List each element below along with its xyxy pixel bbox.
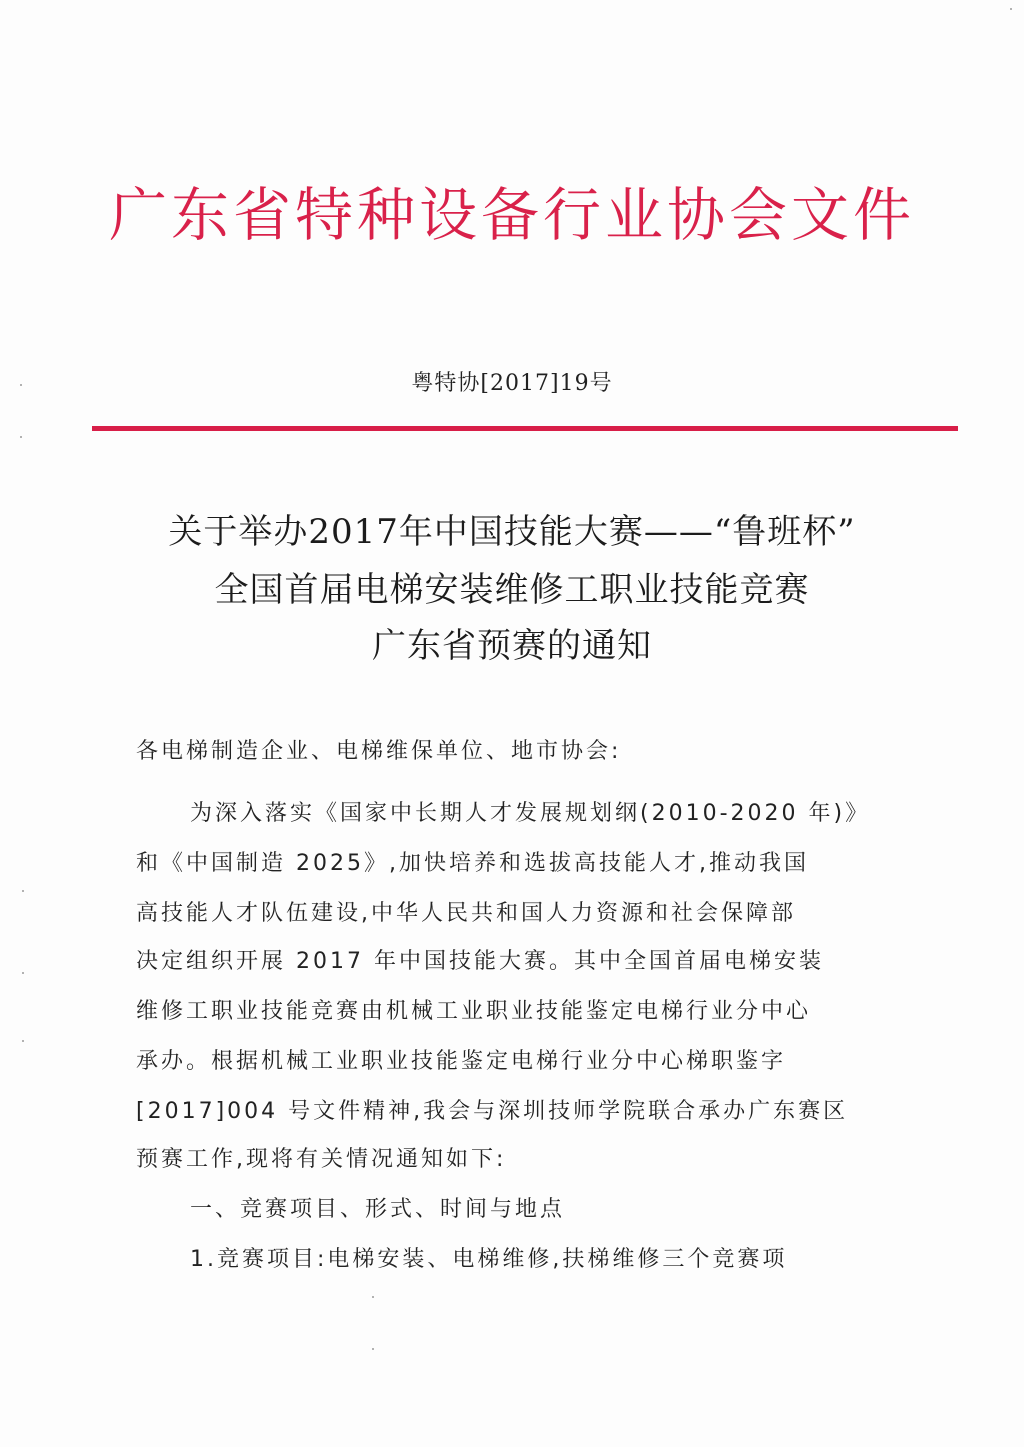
red-divider-rule bbox=[92, 426, 958, 431]
document-number: 粤特协[2017]19号 bbox=[411, 371, 613, 396]
scan-speck bbox=[372, 1296, 374, 1298]
scan-speck bbox=[1010, 8, 1012, 10]
paragraph-line: 决定组织开展 2017 年中国技能大赛。其中全国首届电梯安装 bbox=[136, 949, 824, 974]
scan-speck bbox=[20, 384, 22, 386]
salutation: 各电梯制造企业、电梯维保单位、地市协会: bbox=[136, 739, 622, 764]
scan-speck bbox=[372, 1348, 374, 1350]
notice-title-line-1: 关于举办2017年中国技能大赛——“鲁班杯” bbox=[168, 512, 856, 552]
paragraph-line: 维修工职业技能竞赛由机械工业职业技能鉴定电梯行业分中心 bbox=[136, 999, 812, 1024]
scan-speck bbox=[22, 890, 24, 892]
notice-title-line-2: 全国首届电梯安装维修工职业技能竞赛 bbox=[214, 570, 810, 610]
scan-speck bbox=[20, 436, 22, 438]
paragraph-line: [2017]004 号文件精神,我会与深圳技师学院联合承办广东赛区 bbox=[136, 1099, 849, 1124]
paragraph-line: 高技能人才队伍建设,中华人民共和国人力资源和社会保障部 bbox=[136, 901, 796, 926]
document-header-title: 广东省特种设备行业协会文件 bbox=[108, 181, 915, 249]
paragraph-line: 为深入落实《国家中长期人才发展规划纲(2010-2020 年)》 bbox=[190, 801, 871, 826]
section-heading: 一、竞赛项目、形式、时间与地点 bbox=[190, 1197, 566, 1222]
paragraph-line: 和《中国制造 2025》,加快培养和选拔高技能人才,推动我国 bbox=[136, 851, 809, 876]
paragraph-line: 预赛工作,现将有关情况通知如下: bbox=[136, 1147, 507, 1172]
scan-speck bbox=[22, 972, 24, 974]
list-item: 1.竞赛项目:电梯安装、电梯维修,扶梯维修三个竞赛项 bbox=[190, 1247, 788, 1272]
paragraph-line: 承办。根据机械工业职业技能鉴定电梯行业分中心梯职鉴字 bbox=[136, 1049, 787, 1074]
notice-title-line-3: 广东省预赛的通知 bbox=[372, 626, 652, 666]
scan-speck bbox=[22, 1040, 24, 1042]
